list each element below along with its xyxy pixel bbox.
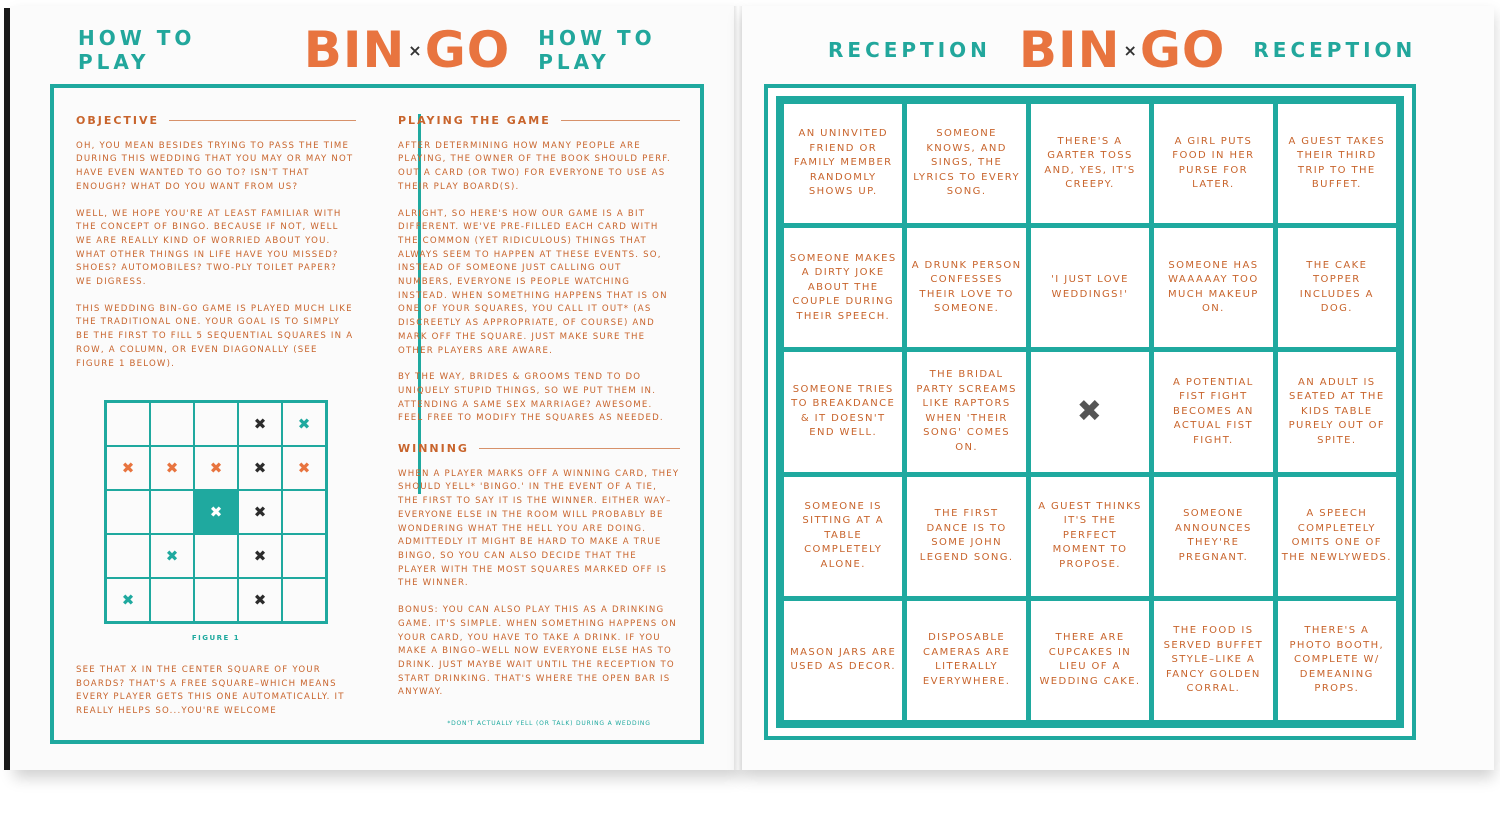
bingo-card	[764, 84, 1416, 740]
objective-paragraph-2: WELL, WE HOPE YOU'RE AT LEAST FAMILIAR WITH THE CONCEPT OF BINGO. BECAUSE IF NOT, WELL WE ARE REALLY KIND OF WORRIED ABOUT YOU. WHAT OTHER THINGS IN LIFE HAVE YOU MISSED? SHOES? AUTOMOBILES? TWO-PLY TOILET PAPER? WE DIGRESS.	[76, 208, 342, 288]
footnote: *DON'T ACTUALLY YELL (OR TALK) DURING A WEDDING	[447, 720, 651, 727]
bingo-square[interactable]: THERE'S A GARTER TOSS AND, YES, IT'S CREEPY.	[1031, 104, 1149, 223]
bingo-square[interactable]: SOMEONE HAS WAAAAAY TOO MUCH MAKEUP ON.	[1154, 228, 1272, 347]
figure-cell	[150, 402, 194, 446]
figure-cell	[194, 402, 238, 446]
figure-1-caption: FIGURE 1	[191, 634, 241, 642]
bingo-square[interactable]: A GUEST THINKS IT'S THE PERFECT MOMENT TO PROPOSE.	[1031, 477, 1149, 596]
winning-paragraph-2: BONUS: YOU CAN ALSO PLAY THIS AS A DRINKING GAME. IT'S SIMPLE. WHEN SOMETHING HAPPENS ON YOUR CARD, YOU HAVE TO TAKE A DRINK. IF YOU MAKE A BINGO–WELL NOW EVERYONE ELSE HAS TO DRINK. JUST MAYBE WAIT UNTIL THE RECEPTION TO START DRINKING. THAT'S WHERE THE OPEN BAR IS ANYWAY.	[398, 605, 677, 698]
winning-title: WINNING	[398, 442, 680, 456]
bingo-logo	[1019, 20, 1226, 80]
bingo-logo-go: GO	[1139, 21, 1226, 79]
bingo-square[interactable]: THE FOOD IS SERVED BUFFET STYLE–LIKE A FANCY GOLDEN CORRAL.	[1154, 601, 1272, 720]
figure-cell-marked: ✖	[150, 534, 194, 578]
free-square-note	[76, 664, 356, 732]
left-page-header	[78, 20, 736, 80]
bingo-square[interactable]: SOMEONE MAKES A DIRTY JOKE ABOUT THE COUPLE DURING THEIR SPEECH.	[784, 228, 902, 347]
figure-cell-marked: ✖	[238, 446, 282, 490]
bingo-square[interactable]: A POTENTIAL FIST FIGHT BECOMES AN ACTUAL FIST FIGHT.	[1154, 352, 1272, 471]
bingo-square[interactable]: SOMEONE KNOWS, AND SINGS, THE LYRICS TO EVERY SONG.	[907, 104, 1025, 223]
bingo-square[interactable]: THERE'S A PHOTO BOOTH, COMPLETE W/ DEMEANING PROPS.	[1278, 601, 1396, 720]
figure-cell-marked: ✖	[238, 402, 282, 446]
bingo-square[interactable]: A DRUNK PERSON CONFESSES THEIR LOVE TO SOMEONE.	[907, 228, 1025, 347]
figure-cell-marked: ✖	[194, 446, 238, 490]
bingo-logo-x: ×	[1123, 40, 1137, 60]
playing-paragraph-3: BY THE WAY, BRIDES & GROOMS TEND TO DO UNIQUELY STUPID THINGS, SO WE PUT THEM IN. ATTENDING A SAME SEX MARRIAGE? AWESOME. FEEL FREE TO MODIFY THE SQUARES AS NEEDED.	[398, 372, 664, 424]
header-how-to-play-right: HOW TO PLAY	[538, 26, 656, 74]
bingo-square[interactable]: SOMEONE TRIES TO BREAKDANCE & IT DOESN'T END WELL.	[784, 352, 902, 471]
figure-cell	[106, 402, 150, 446]
figure-cell-marked: ✖	[106, 446, 150, 490]
figure-cell-marked: ✖	[238, 578, 282, 622]
objective-paragraph-4: SEE THAT X IN THE CENTER SQUARE OF YOUR BOARDS? THAT'S A FREE SQUARE–WHICH MEANS EVERY PLAYER GETS THIS ONE AUTOMATICALLY. IT REALLY HELPS SO...YOU'RE WELCOME	[76, 665, 345, 717]
bingo-logo-x: ×	[408, 40, 422, 60]
bingo-square[interactable]: 'I JUST LOVE WEDDINGS!'	[1031, 228, 1149, 347]
bingo-square[interactable]: DISPOSABLE CAMERAS ARE LITERALLY EVERYWHERE.	[907, 601, 1025, 720]
figure-cell	[106, 490, 150, 534]
figure-cell	[150, 490, 194, 534]
bingo-card-grid	[776, 96, 1404, 728]
bingo-square[interactable]: AN UNINVITED FRIEND OR FAMILY MEMBER RANDOMLY SHOWS UP.	[784, 104, 902, 223]
left-page	[10, 6, 736, 770]
bingo-logo-bin: BIN	[1018, 21, 1121, 79]
figure-cell	[282, 534, 326, 578]
instructions-frame	[50, 84, 704, 744]
bingo-square[interactable]: A GIRL PUTS FOOD IN HER PURSE FOR LATER.	[1154, 104, 1272, 223]
right-page-header	[828, 20, 1416, 80]
header-reception-right: RECEPTION	[1253, 38, 1417, 62]
figure-cell-marked: ✖	[282, 402, 326, 446]
bingo-square[interactable]: SOMEONE ANNOUNCES THEY'RE PREGNANT.	[1154, 477, 1272, 596]
objective-paragraph-3: THIS WEDDING BIN-GO GAME IS PLAYED MUCH LIKE THE TRADITIONAL ONE. YOUR GOAL IS TO SIMPLY BE THE FIRST TO FILL 5 SEQUENTIAL SQUARES IN A ROW, A COLUMN, OR EVEN DIAGONALLY (SEE FIGURE 1 BELOW).	[76, 303, 354, 369]
bingo-square[interactable]: SOMEONE IS SITTING AT A TABLE COMPLETELY ALONE.	[784, 477, 902, 596]
bingo-square[interactable]: THE BRIDAL PARTY SCREAMS LIKE RAPTORS WHEN 'THEIR SONG' COMES ON.	[907, 352, 1025, 471]
bingo-square[interactable]: AN ADULT IS SEATED AT THE KIDS TABLE PURELY OUT OF SPITE.	[1278, 352, 1396, 471]
objective-paragraph-1: OH, YOU MEAN BESIDES TRYING TO PASS THE TIME DURING THIS WEDDING THAT YOU MAY OR MAY NOT HAVE EVEN WANTED TO GO TO? ISN'T THAT ENOUGH? WHAT DO YOU WANT FROM US?	[76, 140, 354, 192]
bingo-logo	[304, 20, 511, 80]
objective-column	[76, 114, 356, 384]
header-how-to-play-left: HOW TO PLAY	[78, 26, 196, 74]
bingo-logo-go: GO	[424, 21, 511, 79]
playing-title: PLAYING THE GAME	[398, 114, 680, 128]
figure-cell	[282, 490, 326, 534]
bingo-square[interactable]: THE CAKE TOPPER INCLUDES A DOG.	[1278, 228, 1396, 347]
bingo-square[interactable]: A SPEECH COMPLETELY OMITS ONE OF THE NEWLYWEDS.	[1278, 477, 1396, 596]
figure-cell	[106, 534, 150, 578]
objective-title: OBJECTIVE	[76, 114, 356, 128]
right-page	[742, 6, 1494, 770]
figure-1-grid	[104, 400, 328, 624]
figure-cell-marked: ✖	[282, 446, 326, 490]
figure-cell	[194, 578, 238, 622]
free-square[interactable]: ✖	[1031, 352, 1149, 471]
figure-cell-marked: ✖	[150, 446, 194, 490]
playing-column	[398, 114, 680, 713]
figure-cell-marked: ✖	[238, 490, 282, 534]
figure-cell	[150, 578, 194, 622]
playing-paragraph-2: ALRIGHT, SO HERE'S HOW OUR GAME IS A BIT DIFFERENT. WE'VE PRE-FILLED EACH CARD WITH THE COMMON (YET RIDICULOUS) THINGS THAT ALWAYS SEEM TO HAPPEN AT THESE EVENTS. SO, INSTEAD OF SOMEONE JUST CALLING OUT NUMBERS, EVERYONE IS PEOPLE WATCHING INSTEAD. WHEN SOMETHING HAPPENS THAT IS ON ONE OF YOUR SQUARES, YOU CALL IT OUT* (AS DISCREETLY AS APPROPRIATE, OF COURSE) AND MARK OFF THE SQUARE. JUST MAKE SURE THE OTHER PLAYERS ARE AWARE.	[398, 208, 668, 356]
bingo-square[interactable]: MASON JARS ARE USED AS DECOR.	[784, 601, 902, 720]
playing-paragraph-1: AFTER DETERMINING HOW MANY PEOPLE ARE PLAYING, THE OWNER OF THE BOOK SHOULD PERF. OUT A CARD (OR TWO) FOR EVERYONE TO USE AS THEIR PLAY BOARD(S).	[398, 140, 671, 192]
figure-cell	[194, 534, 238, 578]
winning-paragraph-1: WHEN A PLAYER MARKS OFF A WINNING CARD, THEY SHOULD YELL* 'BINGO.' IN THE EVENT OF A TIE, THE FIRST TO SAY IT IS THE WINNER. EITHER WAY–EVERYONE ELSE IN THE ROOM WILL PROBABLY BE WONDERING WHAT THE HELL YOU ARE DOING. ADMITTEDLY IT MIGHT BE HARD TO MAKE A TRUE BINGO, SO YOU CAN ALSO DECIDE THAT THE PLAYER WITH THE MOST SQUARES MARKED OFF IS THE WINNER.	[398, 468, 680, 589]
figure-cell-marked: ✖	[106, 578, 150, 622]
figure-cell-marked: ✖	[238, 534, 282, 578]
bingo-logo-bin: BIN	[303, 21, 406, 79]
bingo-square[interactable]: THERE ARE CUPCAKES IN LIEU OF A WEDDING CAKE.	[1031, 601, 1149, 720]
bingo-square[interactable]: A GUEST TAKES THEIR THIRD TRIP TO THE BUFFET.	[1278, 104, 1396, 223]
figure-cell-marked: ✖	[194, 490, 238, 534]
bingo-square[interactable]: THE FIRST DANCE IS TO SOME JOHN LEGEND SONG.	[907, 477, 1025, 596]
figure-cell	[282, 578, 326, 622]
header-reception-left: RECEPTION	[828, 38, 991, 62]
